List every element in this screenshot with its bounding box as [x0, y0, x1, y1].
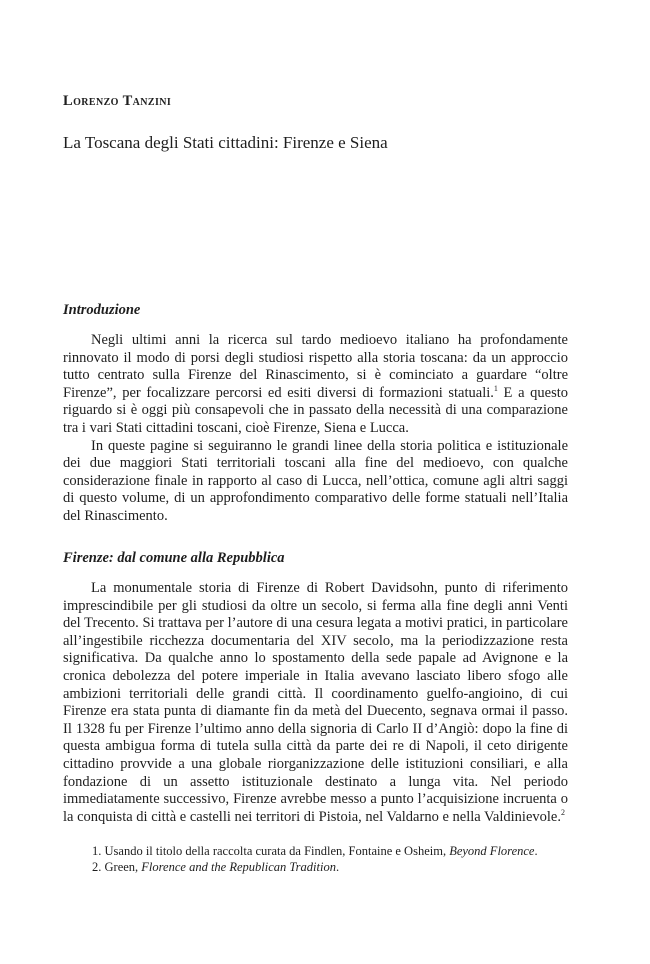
footnote-1-prefix: 1. Usando il titolo della raccolta curata da Findlen, Fontaine e Osheim,: [92, 844, 450, 858]
footnote-2: [92, 859, 572, 875]
footnote-1-title: Beyond Florence: [449, 844, 535, 858]
footnote-ref-1[interactable]: 1: [493, 383, 498, 393]
footnote-1: [92, 843, 572, 859]
intro-p1-text-b: E a questo riguardo si è oggi più consapevoli che in passato della necessità di una comparazione tra i vari Stati cittadini toscani, cioè Firenze, Siena e Lucca.: [63, 384, 569, 436]
intro-p1-text-a: Negli ultimi anni la ricerca sul tardo medioevo italiano ha profondamente rinnovato il modo di porsi degli studiosi rispetto alla storia toscana: da un approccio tutto centrato sulla Firenze del Rinascimento, si è cominciato a guardare “oltre Firenze”, per focalizzare percorsi ed esiti diversi di formazioni statuali.: [63, 332, 568, 401]
intro-paragraph-1: [63, 332, 568, 438]
footnote-1-suffix: .: [534, 844, 538, 858]
section-heading-introduzione: Introduzione: [63, 302, 141, 318]
chapter-title: La Toscana degli Stati cittadini: Firenze e Siena: [63, 133, 388, 152]
florence-paragraph-1: [63, 580, 568, 826]
footnote-2-title: Florence and the Republican Tradition: [141, 860, 336, 874]
footnote-ref-2[interactable]: 2: [560, 807, 565, 817]
florence-p1-text: La monumentale storia di Firenze di Robert Davidsohn, punto di riferimento imprescindibile per gli studiosi da oltre un secolo, si ferma alla fine degli anni Venti del Trecento. Si trattava per l’autore di una cesura legata a motivi pratici, in particolare all’ingestibile ricchezza documentaria del XIV secolo, ma la periodizzazione resta significativa. Da qualche anno lo spostamento della sede papale ad Avignone e la cronica debolezza del potere imperiale in Italia avevano lasciato libero sfogo alle ambizioni territoriali delle grandi città. Il coordinamento guelfo-angioino, di cui Firenze era stata punta di diamante fin da metà del Duecento, segnava ormai il passo. Il 1328 fu per Firenze l’ultimo anno della signoria di Carlo II d’Angiò: dopo la fine di questa ambigua forma di tutela sulla città da parte dei re di Napoli, il ceto dirigente cittadino provvide a una globale riorganizzazione delle istituzioni consiliari, e alla fondazione di un assetto istituzionale destinato a lunga vita. Nel periodo immediatamente successivo, Firenze avrebbe messo a punto l’acquisizione incruenta o la conquista di città e castelli nei territori di Pistoia, nel Valdarno e nella Valdinievole.: [63, 580, 568, 825]
footnote-2-suffix: .: [335, 860, 340, 874]
section-heading-firenze: Firenze: dal comune alla Repubblica: [63, 550, 285, 566]
footnotes: [92, 843, 572, 875]
author-name: Lorenzo Tanzini: [63, 93, 172, 109]
intro-text: [63, 332, 568, 526]
florence-text: [63, 580, 568, 826]
intro-paragraph-2: In queste pagine si seguiranno le grandi linee della storia politica e istituzionale dei due maggiori Stati territoriali toscani alla fine del medioevo, con qualche considerazione finale in rapporto al caso di Lucca, nell’ottica, comune agli altri saggi di questo volume, di un approfondimento comparativo delle forme statuali nell’Italia del Rinascimento.: [63, 437, 568, 524]
footnote-2-prefix: 2. Green,: [92, 860, 142, 874]
